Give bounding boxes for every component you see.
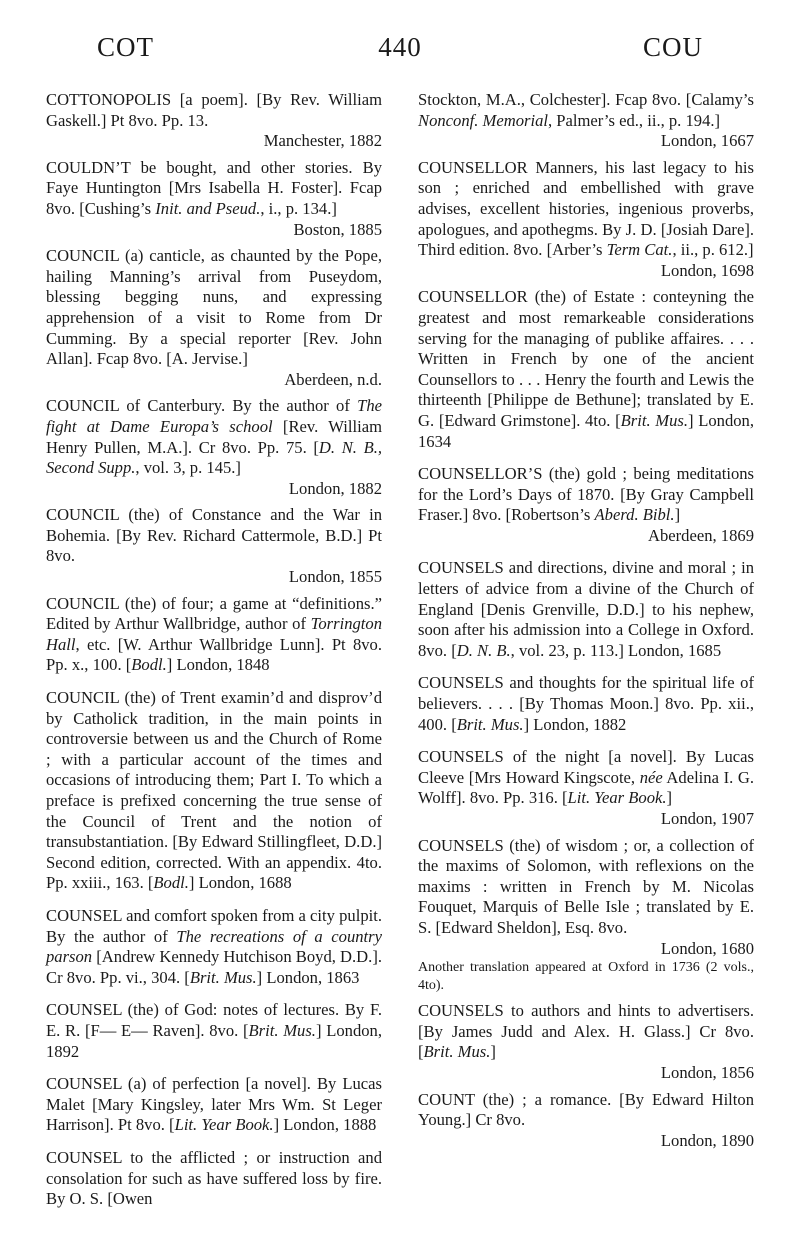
catalog-entry	[46, 90, 382, 152]
entry-text: COUNCIL of Canterbury. By the author of	[46, 396, 358, 416]
entry-imprint: London, 1698	[660, 260, 754, 280]
entry-text: COUNSELS and directions, divine and moral ; in letters of advice from a divine of the Church of England [Denis Grenville, D.D.] to his nephew, soon after his admission into a College in Oxford. 8vo. [	[418, 558, 754, 660]
entry-imprint: London, 1855	[288, 567, 382, 587]
entry-imprint: London, 1856	[660, 1062, 754, 1082]
catalog-entry	[46, 1148, 382, 1210]
entry-italic-text: Nonconf. Memorial	[418, 110, 548, 130]
catalog-entry	[418, 464, 754, 546]
entry-text: , etc. [W. Arthur Wallbridge Lunn]. Pt 8vo. Pp. x., 100. [	[46, 634, 382, 675]
entry-text: ] London, 1863	[256, 967, 360, 987]
catalog-entry	[46, 906, 382, 988]
catalog-entry	[46, 158, 382, 240]
entry-text: ] London, 1848	[166, 655, 270, 675]
entry-text: ] London, 1634	[418, 410, 754, 451]
catalog-entry	[418, 287, 754, 452]
catalog-entry	[418, 673, 754, 735]
catalog-entry	[46, 246, 382, 390]
entry-text: ] London, 1888	[273, 1115, 377, 1135]
entry-italic-text: Term Cat.	[606, 240, 673, 260]
catalog-entry	[46, 688, 382, 894]
entry-italic-text: D. N. B.	[456, 640, 511, 660]
catalog-entry	[46, 505, 382, 587]
entry-imprint: London, 1882	[288, 478, 382, 498]
entry-text: COUNCIL (a) canticle, as chaunted by the Pope, hailing Manning’s arrival from Puseydom, blessing begging nuns, and expressing apprehension of a visit to Rome from Dr Cumming. By a special reporter [Rev. John Allan]. Fcap 8vo. [A. Jervise.]	[46, 246, 382, 369]
entry-italic-text: Bodl.	[153, 873, 189, 893]
entry-text: Adelina I. G. Wolff]. 8vo. Pp. 316. [	[418, 767, 754, 808]
entry-text: [Rev. William Henry Pullen, M.A.]. Cr 8vo. Pp. 75. [	[46, 416, 382, 457]
entry-text: COUNSELLOR’S (the) gold ; being meditations for the Lord’s Days of 1870. [By Gray Campbell Fraser.] 8vo. [Robertson’s	[418, 464, 754, 525]
entry-italic-text: Brit. Mus.	[423, 1042, 491, 1062]
entry-text: COUNSELLOR (the) of Estate : conteyning the greatest and most remarkeable considerations serving for the managing of publike affaires. . . . Written in French by one of the ancient Counsellors to . . . Henry the fourth and Lewis the thirteenth [Philippe de Bethune]; translated by E. G. [Edward Grimstone]. 4to. [	[418, 287, 754, 430]
entry-text: ] London, 1688	[188, 873, 292, 893]
entry-text: ]	[674, 505, 681, 525]
header-left-guide-word: COT	[97, 32, 154, 62]
entry-italic-text: Brit. Mus.	[189, 967, 257, 987]
entry-text: COUNSELLOR Manners, his last legacy to his son ; enriched and embellished with grave advises, excellent histories, ingenious proverbs, apologues, and apothegms. By J. D. [Josiah Dare]. Third edition. 8vo. [Arber’s	[418, 157, 754, 260]
entry-text: ]	[490, 1042, 496, 1062]
entry-text: ] London, 1892	[46, 1020, 382, 1061]
entry-imprint: Aberdeen, n.d.	[284, 369, 382, 389]
entry-italic-text: née	[639, 767, 663, 787]
entry-italic-text: Brit. Mus.	[248, 1020, 316, 1040]
entry-italic-text: D. N. B., Second Supp.	[46, 437, 382, 478]
entry-text: , i., p. 134.]	[260, 198, 337, 218]
entry-italic-text: Aberd. Bibl.	[594, 505, 675, 525]
running-header	[0, 32, 800, 72]
entry-imprint: Manchester, 1882	[263, 131, 382, 151]
catalog-entry	[418, 836, 754, 996]
entry-text: ]	[666, 788, 673, 808]
entry-text: COUNSEL to the afflicted ; or instruction and consolation for such as have suffered loss by fire. By O. S. [Owen	[46, 1147, 382, 1209]
entry-text: COUNCIL (the) of Constance and the War in Bohemia. [By Rev. Richard Cattermole, B.D.] Pt 8vo.	[46, 505, 382, 566]
catalog-entry	[418, 1001, 754, 1083]
header-right-guide-word: COU	[642, 32, 703, 62]
entry-text: COUNSELS (the) of wisdom ; or, a collection of the maxims of Solomon, with reflexions on the maxims : written in French by M. Nicolas Fouquet, Marquis of Belle Isle ; translated by E. S. [Edward Sheldon], Esq. 8vo.	[418, 835, 754, 937]
entry-text: COULDN’T be bought, and other stories. By Faye Huntington [Mrs Isabella H. Foster]. Fcap 8vo. [Cushing’s	[46, 157, 382, 218]
entry-text: COUNSELS to authors and hints to advertisers. [By James Judd and Alex. H. Glass.] Cr 8vo. [	[418, 1001, 754, 1062]
entry-text: COTTONOPOLIS [a poem]. [By Rev. William Gaskell.] Pt 8vo. Pp. 13.	[46, 90, 382, 130]
right-column	[418, 90, 754, 1157]
entry-imprint: London, 1890	[660, 1130, 754, 1150]
catalog-entry	[418, 747, 754, 829]
entry-imprint: London, 1680	[660, 938, 754, 958]
catalog-entry	[418, 158, 754, 282]
entry-text: COUNT (the) ; a romance. [By Edward Hilton Young.] Cr 8vo.	[418, 1089, 754, 1130]
entry-italic-text: Bodl.	[131, 655, 167, 675]
entry-italic-text: Lit. Year Book.	[174, 1115, 274, 1135]
catalog-entry	[46, 396, 382, 499]
page-number: 440	[378, 32, 422, 62]
entry-text: COUNSEL (a) of perfection [a novel]. By Lucas Malet [Mary Kingsley, later Mrs Wm. St Leger Harrison]. Pt 8vo. [	[46, 1074, 382, 1135]
catalog-entry	[418, 1090, 754, 1152]
entry-text: COUNSELS and thoughts for the spiritual life of believers. . . . [By Thomas Moon.] 8vo. Pp. xii., 400. [	[418, 673, 754, 734]
entry-text: , ii., p. 612.]	[672, 240, 754, 260]
catalog-entry	[418, 558, 754, 661]
catalog-entry	[46, 594, 382, 676]
entry-text: , vol. 3, p. 145.]	[135, 458, 241, 478]
entry-text: COUNSEL and comfort spoken from a city pulpit. By the author of	[46, 905, 382, 946]
entry-imprint: London, 1907	[660, 809, 754, 828]
entry-imprint: Aberdeen, 1869	[648, 525, 754, 545]
entry-imprint: Boston, 1885	[293, 219, 382, 239]
entry-italic-text: Brit. Mus.	[620, 410, 689, 430]
entry-italic-text: Brit. Mus.	[456, 714, 524, 734]
entry-italic-text: Torrington Hall	[46, 614, 382, 654]
entry-text: Stockton, M.A., Colchester]. Fcap 8vo. [Calamy’s	[418, 90, 754, 109]
entry-text: , Palmer’s ed., ii., p. 194.]	[547, 110, 721, 130]
entry-text: COUNSELS of the night [a novel]. By Lucas Cleeve [Mrs Howard Kingscote,	[418, 747, 754, 787]
entry-italic-text: The recreations of a country parson	[46, 926, 382, 967]
entry-text: [Andrew Kennedy Hutchison Boyd, D.D.]. Cr 8vo. Pp. vi., 304. [	[46, 947, 382, 987]
catalog-entry	[46, 1000, 382, 1062]
entry-text: ] London, 1882	[523, 714, 627, 734]
catalog-entry	[418, 90, 754, 152]
catalog-entry	[46, 1074, 382, 1136]
entry-text: COUNCIL (the) of four; a game at “definitions.” Edited by Arthur Wallbridge, author of	[46, 593, 382, 634]
entry-text: COUNCIL (the) of Trent examin’d and disprov’d by Catholick tradition, in the main points in controversie between us and the Church of Rome ; with a particular account of the times and occasions of introducing them; Part I. To which a preface is prefixed concerning the true sense of the Council of Trent and the notion of transubstantiation. [By Edward Stillingfleet, D.D.] Second edition, corrected. With an appendix. 4to. Pp. xxiii., 163. [	[46, 688, 382, 893]
entry-text: , vol. 23, p. 113.] London, 1685	[510, 640, 722, 660]
entry-italic-text: Init. and Pseud.	[155, 198, 261, 218]
left-column	[46, 90, 382, 1216]
entry-italic-text: Lit. Year Book.	[567, 788, 667, 808]
entry-note: Another translation appeared at Oxford in 1736 (2 vols., 4to).	[418, 960, 754, 994]
entry-text: COUNSEL (the) of God: notes of lectures. By F. E. R. [F— E— Raven]. 8vo. [	[46, 1000, 382, 1040]
entry-imprint: London, 1667	[660, 131, 754, 151]
entry-italic-text: The fight at Dame Europa’s school	[46, 396, 382, 436]
